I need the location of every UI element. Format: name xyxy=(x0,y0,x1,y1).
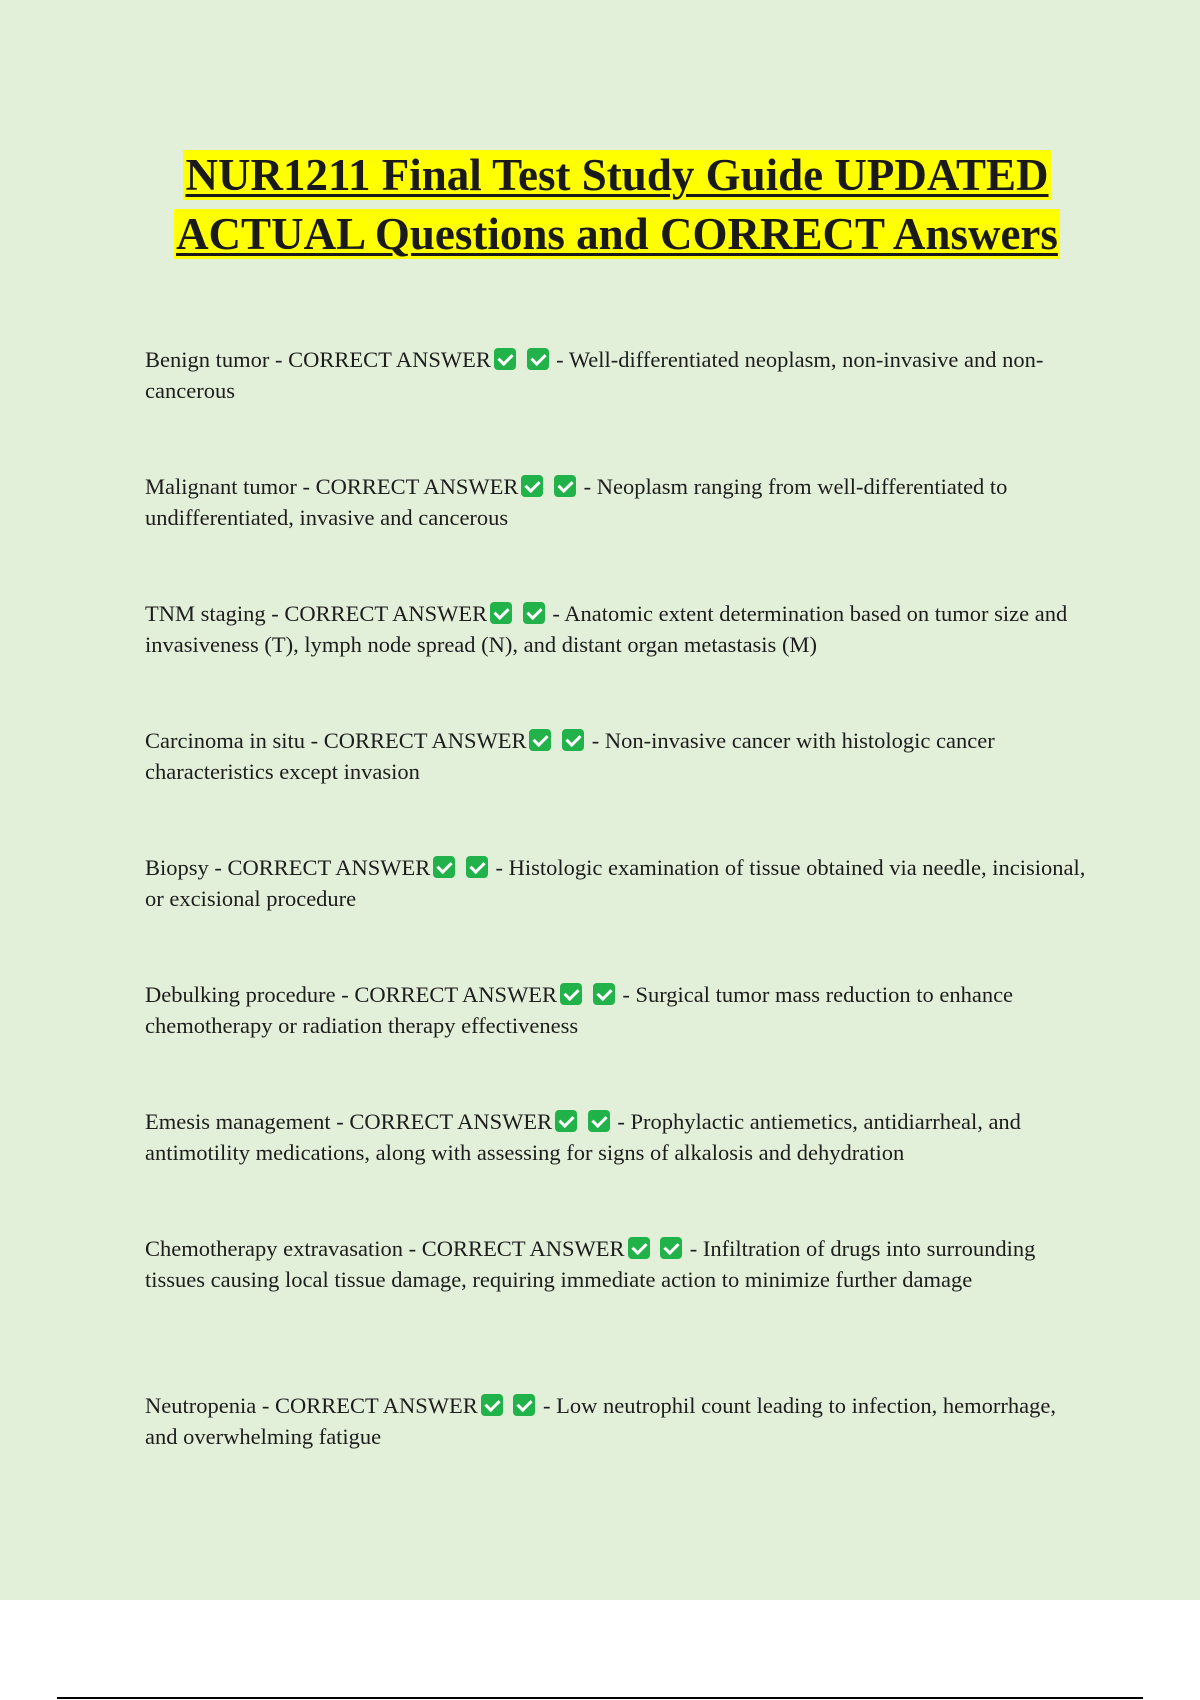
qa-definition: Histologic examination of tissue obtained via needle, incisional, or excisional procedure xyxy=(145,855,1086,911)
qa-separator: - xyxy=(577,474,597,499)
check-mark-icon xyxy=(588,1110,610,1132)
qa-item xyxy=(145,344,1090,406)
qa-term: Malignant tumor xyxy=(145,474,297,499)
check-mark-icon xyxy=(523,602,545,624)
qa-separator: - xyxy=(275,347,289,372)
qa-separator: - xyxy=(310,728,324,753)
qa-definition: Neoplasm ranging from well-differentiated to undifferentiated, invasive and cancerous xyxy=(145,474,1008,530)
check-mark-icon xyxy=(466,856,488,878)
qa-item xyxy=(145,979,1090,1041)
qa-separator: - xyxy=(611,1109,631,1134)
answer-marker: CORRECT ANSWER xyxy=(349,1109,553,1134)
qa-separator: - xyxy=(489,855,509,880)
check-mark-icon xyxy=(628,1237,650,1259)
check-mark-icon xyxy=(593,983,615,1005)
check-mark-icon xyxy=(433,856,455,878)
qa-term: Neutropenia xyxy=(145,1393,257,1418)
qa-separator: - xyxy=(616,982,636,1007)
check-mark-icon xyxy=(560,983,582,1005)
qa-item xyxy=(145,471,1090,533)
page-title xyxy=(120,146,1114,264)
check-mark-icon xyxy=(527,348,549,370)
qa-term: TNM staging xyxy=(145,601,266,626)
qa-term: Biopsy xyxy=(145,855,209,880)
qa-item xyxy=(145,1390,1090,1452)
check-mark-icon xyxy=(494,348,516,370)
qa-separator: - xyxy=(214,855,228,880)
answer-marker: CORRECT ANSWER xyxy=(284,601,488,626)
qa-item xyxy=(145,598,1090,660)
check-mark-icon xyxy=(529,729,551,751)
answer-marker: CORRECT ANSWER xyxy=(315,474,519,499)
qa-separator: - xyxy=(408,1236,422,1261)
qa-separator: - xyxy=(546,601,565,626)
qa-separator: - xyxy=(537,1393,557,1418)
qa-separator: - xyxy=(341,982,355,1007)
page-title-text: NUR1211 Final Test Study Guide UPDATED ACTUAL Questions and CORRECT Answers xyxy=(176,150,1058,259)
answer-marker: CORRECT ANSWER xyxy=(421,1236,625,1261)
qa-definition: Prophylactic antiemetics, antidiarrheal, and antimotility medications, along with assessing for signs of alkalosis and dehydration xyxy=(145,1109,1021,1165)
qa-term: Chemotherapy extravasation xyxy=(145,1236,404,1261)
qa-separator: - xyxy=(586,728,605,753)
answer-marker: CORRECT ANSWER xyxy=(274,1393,478,1418)
check-mark-icon xyxy=(555,1110,577,1132)
qa-item xyxy=(145,1106,1090,1168)
qa-term: Carcinoma in situ xyxy=(145,728,305,753)
qa-term: Emesis management xyxy=(145,1109,331,1134)
check-mark-icon xyxy=(521,475,543,497)
qa-definition: Infiltration of drugs into surrounding tissues causing local tissue damage, requiring immediate action to minimize further damage xyxy=(145,1236,1036,1292)
qa-definition: Anatomic extent determination based on tumor size and invasiveness (T), lymph node spread (N), and distant organ metastasis (M) xyxy=(145,601,1068,657)
check-mark-icon xyxy=(660,1237,682,1259)
qa-separator: - xyxy=(684,1236,703,1261)
check-mark-icon xyxy=(554,475,576,497)
footer-divider xyxy=(57,1697,1143,1699)
qa-item xyxy=(145,725,1090,787)
qa-separator: - xyxy=(302,474,316,499)
check-mark-icon xyxy=(490,602,512,624)
qa-separator: - xyxy=(336,1109,350,1134)
qa-item xyxy=(145,1233,1090,1295)
answer-marker: CORRECT ANSWER xyxy=(354,982,558,1007)
answer-marker: CORRECT ANSWER xyxy=(323,728,527,753)
check-mark-icon xyxy=(562,729,584,751)
qa-separator: - xyxy=(261,1393,275,1418)
qa-separator: - xyxy=(271,601,285,626)
qa-item xyxy=(145,852,1090,914)
qa-definition: Well-differentiated neoplasm, non-invasive and non-cancerous xyxy=(145,347,1044,403)
check-mark-icon xyxy=(513,1394,535,1416)
answer-marker: CORRECT ANSWER xyxy=(288,347,491,372)
qa-term: Debulking procedure xyxy=(145,982,336,1007)
qa-definition: Surgical tumor mass reduction to enhance chemotherapy or radiation therapy effectiveness xyxy=(145,982,1014,1038)
qa-separator: - xyxy=(550,347,569,372)
check-mark-icon xyxy=(481,1394,503,1416)
answer-marker: CORRECT ANSWER xyxy=(227,855,431,880)
qa-term: Benign tumor xyxy=(145,347,270,372)
qa-definition: Non-invasive cancer with histologic cancer characteristics except invasion xyxy=(145,728,995,784)
qa-definition: Low neutrophil count leading to infection, hemorrhage, and overwhelming fatigue xyxy=(145,1393,1056,1449)
